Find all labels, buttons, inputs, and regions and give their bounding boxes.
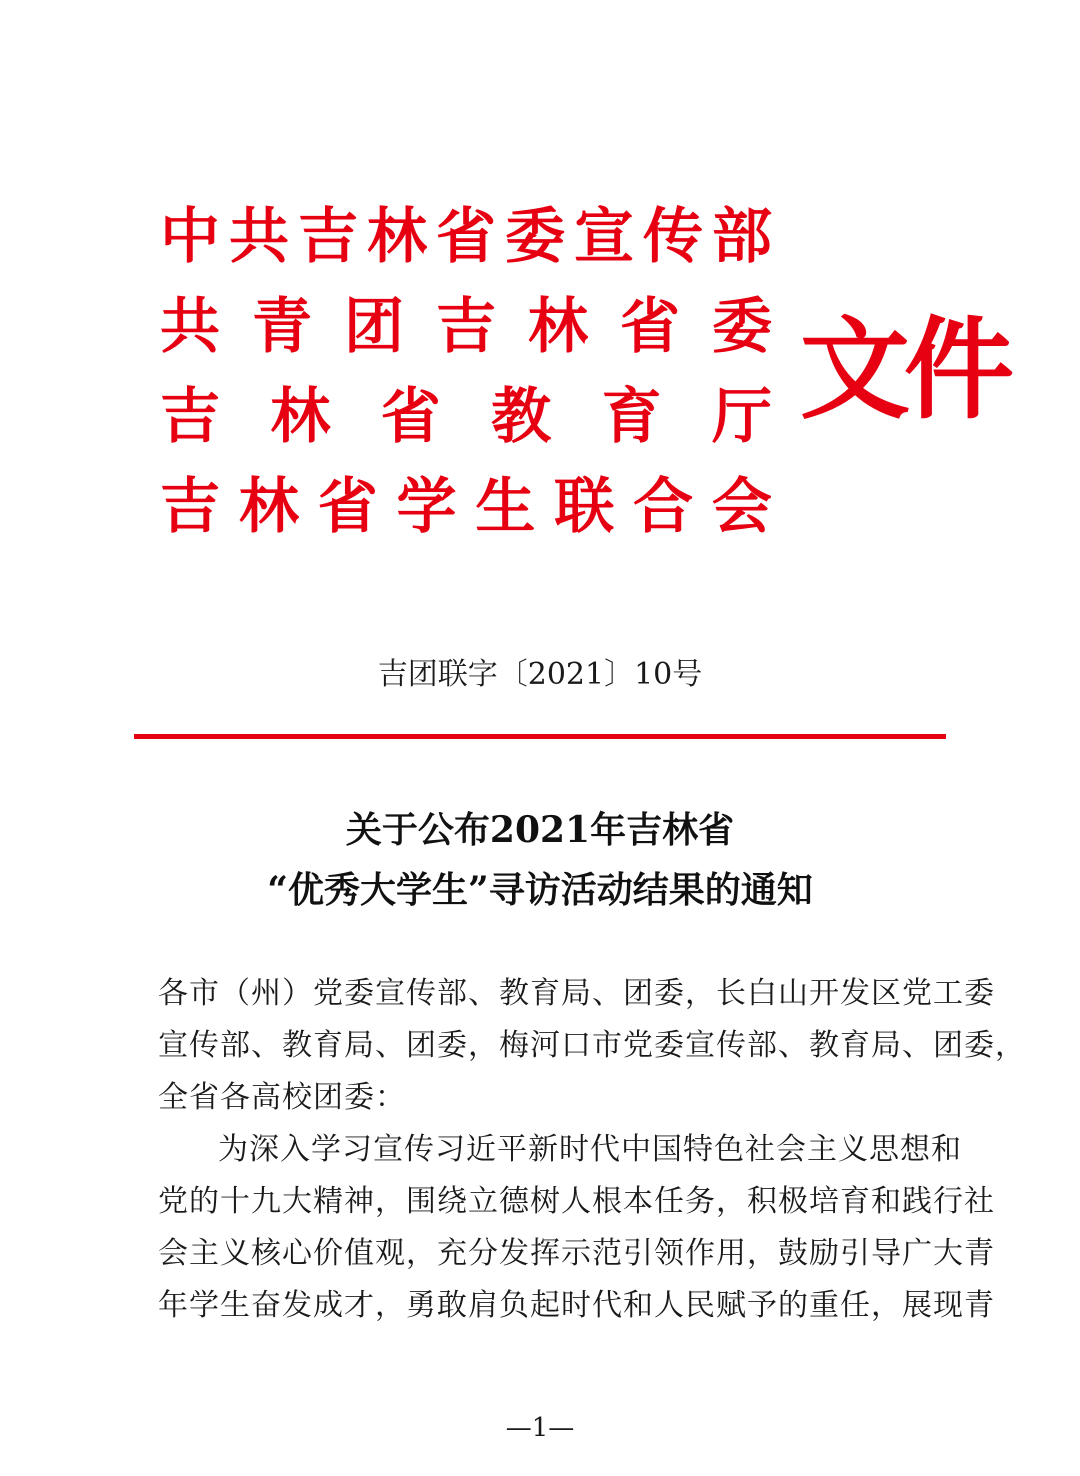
issuer-line-youth-league <box>160 282 772 372</box>
paragraph-line: 为深入学习宣传习近平新时代中国特色社会主义思想和 <box>218 1132 962 1167</box>
issuer-char: 教 <box>491 382 552 452</box>
title-line-2: “优秀大学生”寻访活动结果的通知 <box>267 869 813 911</box>
issuer-char: 吉 <box>436 292 496 362</box>
issuer-char: 吉 <box>298 202 358 272</box>
issuer-char: 省 <box>380 382 441 452</box>
issuer-char: 厅 <box>711 382 772 452</box>
issuer-char: 合 <box>633 472 694 542</box>
issuer-char: 宣 <box>574 202 634 272</box>
issuer-char: 林 <box>270 382 331 452</box>
issuer-char: 省 <box>620 292 680 362</box>
issuer-char: 联 <box>554 472 615 542</box>
issuer-char: 团 <box>344 292 404 362</box>
issuer-char: 生 <box>475 472 536 542</box>
issuing-authorities <box>160 192 772 552</box>
issuer-line-student-union <box>160 462 772 552</box>
paragraph-line: 会主义核心价值观，充分发挥示范引领作用，鼓励引导广大青 <box>158 1236 995 1271</box>
issuer-char: 学 <box>396 472 457 542</box>
document-body <box>158 968 1026 1332</box>
issuer-char: 育 <box>601 382 662 452</box>
salutation <box>158 968 1026 1124</box>
paragraph-line: 党的十九大精神，围绕立德树人根本任务，积极培育和践行社 <box>158 1184 995 1219</box>
document-word: 文件 <box>800 306 1008 434</box>
issuer-char: 吉 <box>160 382 220 452</box>
issuer-line-propaganda <box>160 192 772 282</box>
issuer-char: 中 <box>160 202 220 272</box>
issuer-char: 委 <box>505 202 565 272</box>
title-line-1: 关于公布2021年吉林省 <box>345 809 735 851</box>
issuer-char: 共 <box>160 292 220 362</box>
issuer-char: 省 <box>436 202 496 272</box>
issuer-char: 吉 <box>160 472 220 542</box>
paragraph-line: 年学生奋发成才，勇敢肩负起时代和人民赋予的重任，展现青 <box>158 1288 995 1323</box>
salutation-line: 各市（州）党委宣传部、教育局、团委，长白山开发区党工委 <box>158 976 995 1011</box>
body-paragraph <box>158 1124 995 1332</box>
page-number: —1— <box>505 1413 575 1443</box>
issuer-char: 省 <box>317 472 378 542</box>
issuer-char: 林 <box>238 472 299 542</box>
issuer-char: 传 <box>643 202 703 272</box>
issuer-char: 共 <box>229 202 289 272</box>
issuer-char: 部 <box>712 202 772 272</box>
document-title <box>0 800 1080 920</box>
issuer-char: 会 <box>711 472 772 542</box>
issuer-char: 青 <box>252 292 312 362</box>
issuer-char: 林 <box>528 292 588 362</box>
issuer-char: 林 <box>367 202 427 272</box>
red-separator-line <box>134 734 946 739</box>
issuer-line-education <box>160 372 772 462</box>
salutation-line: 宣传部、教育局、团委，梅河口市党委宣传部、教育局、团委， <box>158 1028 1026 1063</box>
salutation-line: 全省各高校团委： <box>158 1080 406 1115</box>
document-number: 吉团联字〔2021〕10号 <box>377 657 703 692</box>
issuer-char: 委 <box>712 292 772 362</box>
